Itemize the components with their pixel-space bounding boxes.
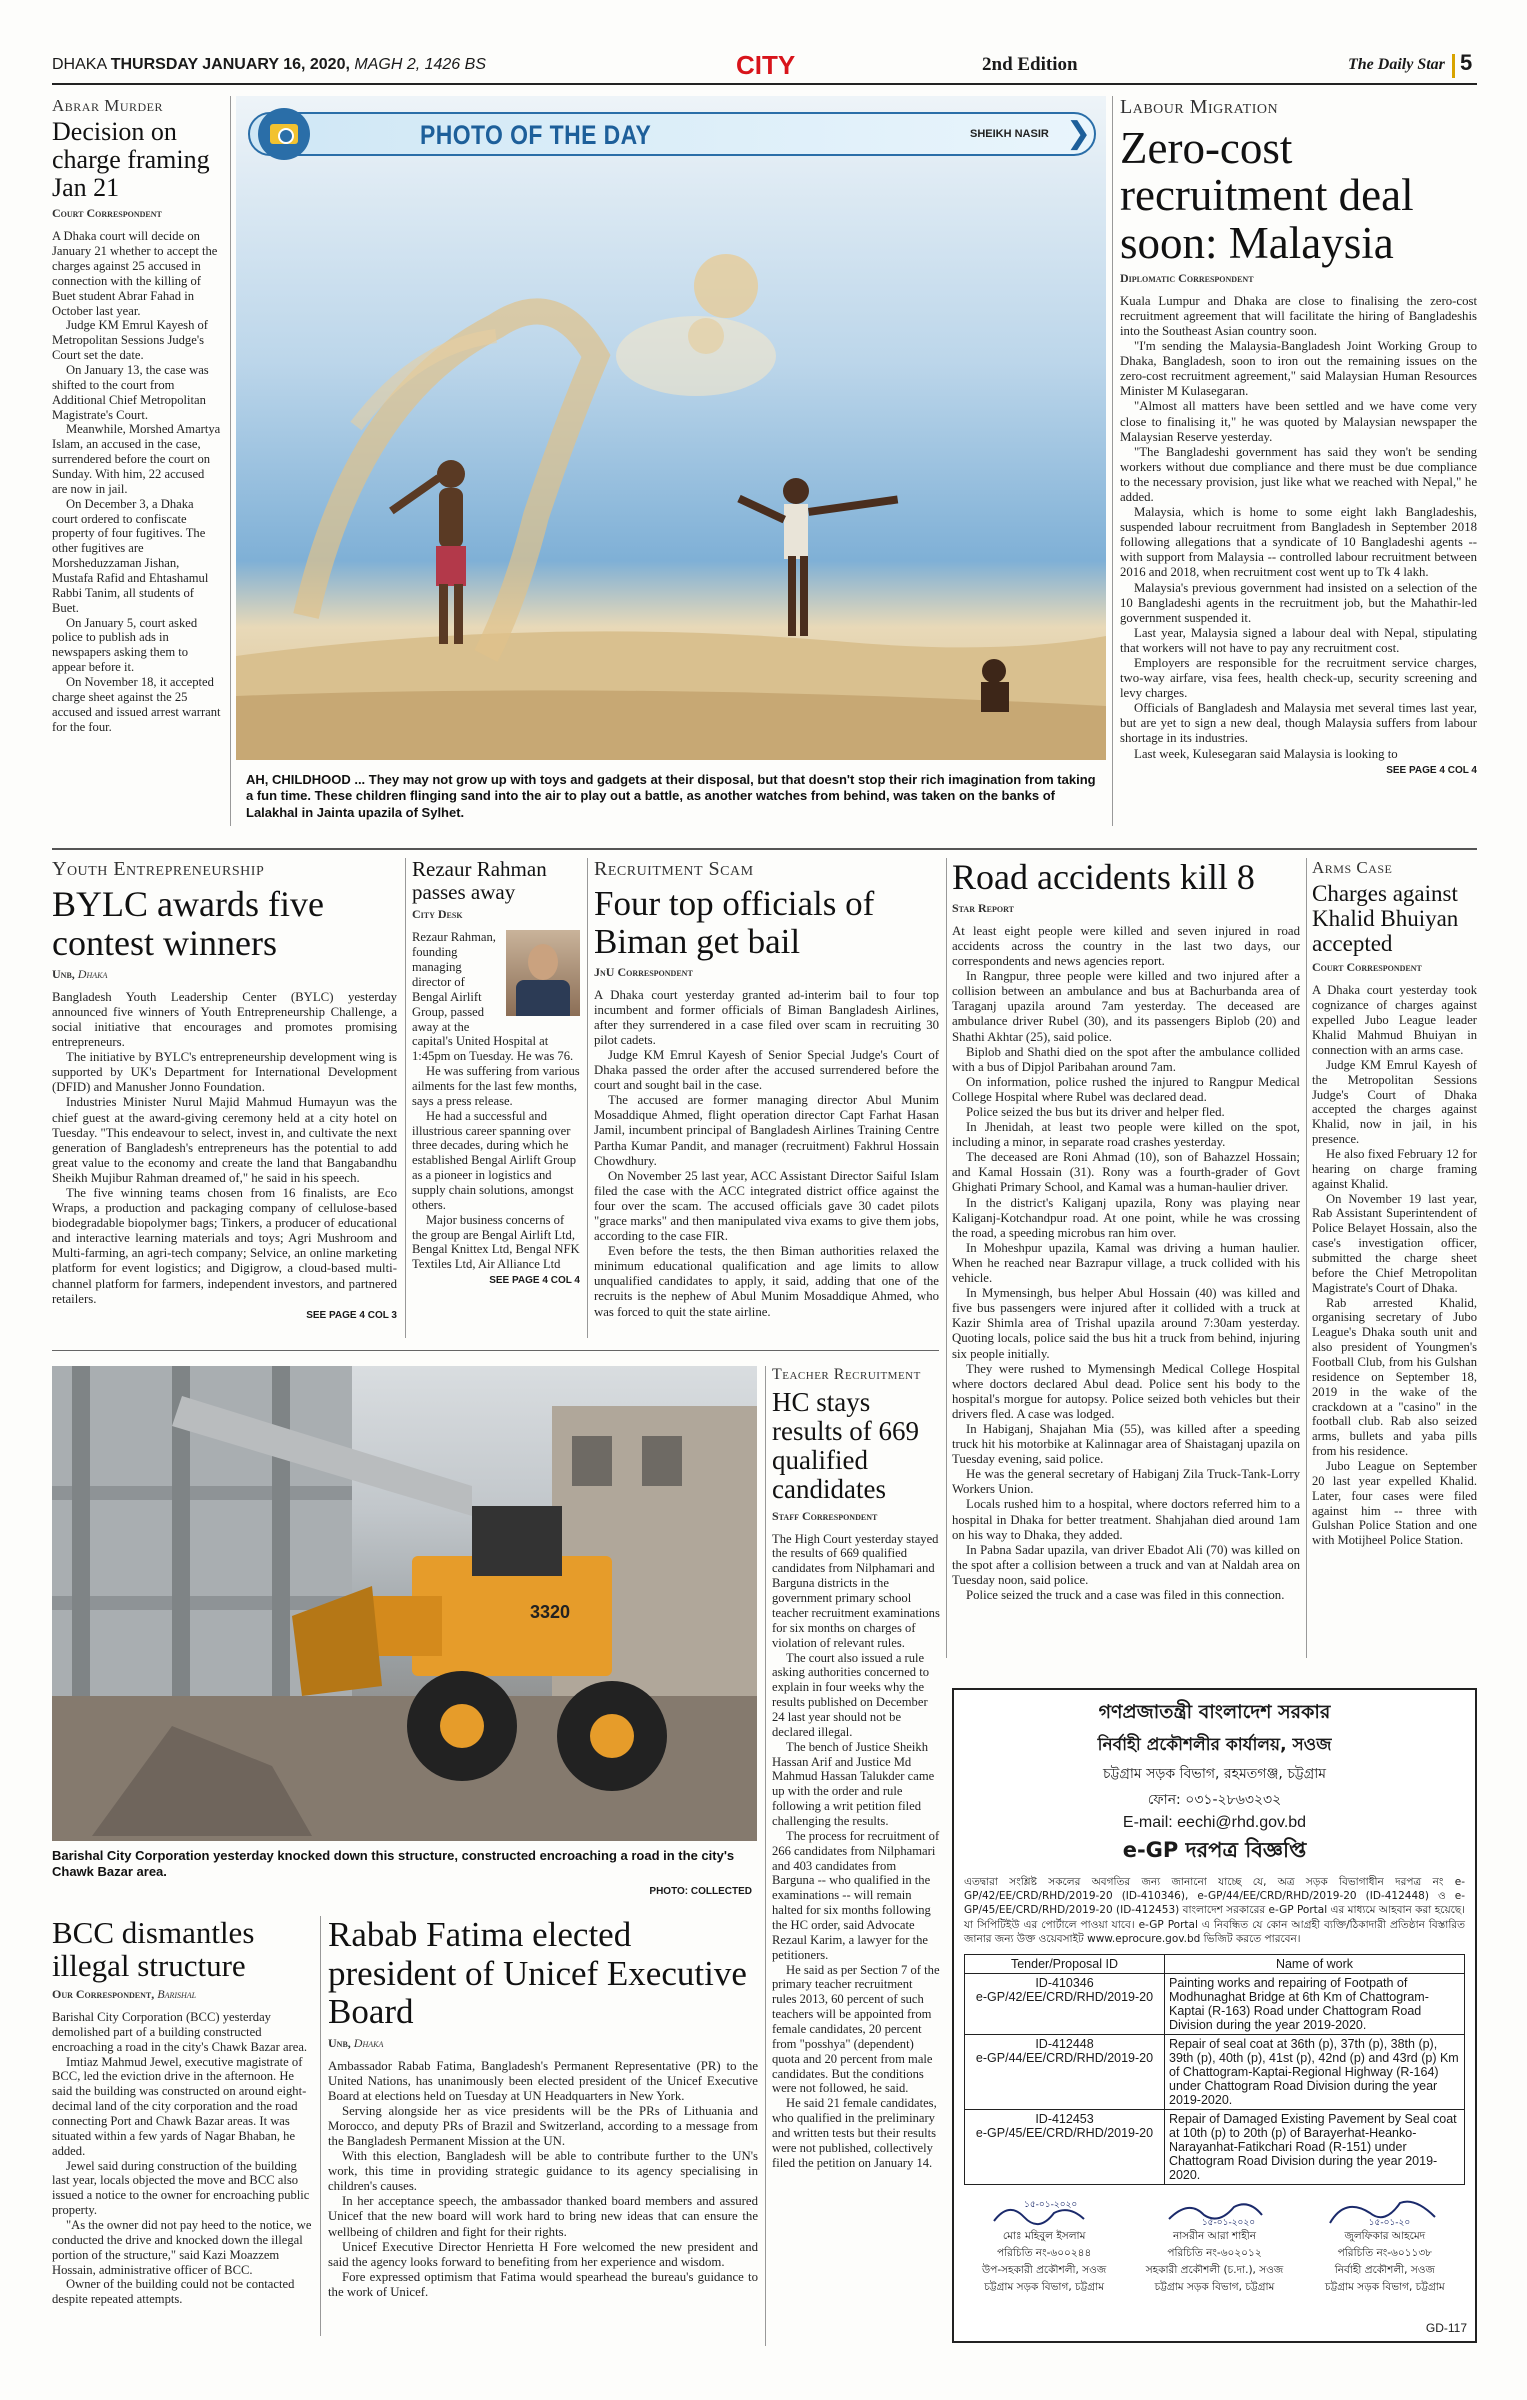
paragraph: Rab arrested Khalid, organising secretary of Jubo League's Dhaka south unit and also president of Youngmen's Football Club, from his Gulshan residence on September 18, 2019 in the wake of the crackdown at a "casino" in the football club. Rab also seized arms, bullets and yaba pills from his residence. <box>1312 1295 1477 1459</box>
byline: City Desk <box>412 907 463 922</box>
paragraph: Barishal City Corporation (BCC) yesterday demolished part of a building constructed encroaching a road in the city's Chawk Bazar area. <box>52 2009 308 2054</box>
paragraph: In Mymensingh, bus helper Abul Hossain (40) was killed and five bus passengers were injured after it collided with a truck at Kazir Shimla area of Trishal upazila around 7:30am yesterday. Quoting locals, police said the bus hit a truck from behind, injuring six people initially. <box>952 1286 1300 1361</box>
paragraph: Biplob and Shathi died on the spot after the ambulance collided with a bus of Dipjol Paribahan around 7am. <box>952 1044 1300 1074</box>
article-abrar <box>52 96 222 734</box>
headline: Road accidents kill 8 <box>952 857 1255 897</box>
column-rule <box>405 858 406 1338</box>
paragraph: Bangladesh Youth Leadership Center (BYLC) yesterday announced five winners of Youth Entrepreneurship Challenge, a social initiative that encourages and promotes promising entrepreneurs. <box>52 989 397 1050</box>
signatory-place: চট্টগ্রাম সড়ক বিভাগ, চট্টগ্রাম <box>1324 2280 1445 2293</box>
tender-table <box>964 1954 1465 2185</box>
section-label: CITY <box>736 50 796 80</box>
paragraph: Last week, Kulesegaran said Malaysia is looking to <box>1134 746 1398 761</box>
signature-row <box>964 2195 1465 2297</box>
column-rule <box>230 96 231 826</box>
paragraph: In Moheshpur upazila, Kamal was driving a human haulier. When he reached near Bazrapur village, a truck collided with his vehicle. <box>952 1240 1300 1286</box>
paragraph: In Jhenidah, at least two people were killed on the spot, including a minor, in separate road crashes yesterday. <box>952 1120 1300 1150</box>
jump-line: SEE PAGE 4 COL 4 <box>1386 764 1477 776</box>
dateline: DHAKA THURSDAY JANUARY 16, 2020, MAGH 2, 1426 BS <box>52 56 486 73</box>
paragraph: Kuala Lumpur and Dhaka are close to finalising the zero-cost recruitment agreement that will facilitate the hiring of Bangladeshis into the Southeast Asian country soon. <box>1120 293 1477 338</box>
article-hc <box>772 1366 940 2171</box>
article-bylc <box>52 858 397 1321</box>
byline: Our Correspondent, Barishal <box>52 1986 197 2001</box>
paragraph: In her acceptance speech, the ambassador thanked board members and assured Unicef that the new board will work hard to bring new ideas that can ensure the wellbeing of children and fight for their rights. <box>328 2194 758 2239</box>
gov-title: গণপ্রজাতন্ত্রী বাংলাদেশ সরকার <box>1098 1701 1331 1723</box>
article-body <box>52 229 222 734</box>
signatory-name: জুলফিকার আহমেদ <box>1344 2229 1426 2242</box>
kicker: Teacher Recruitment <box>772 1366 921 1383</box>
paragraph: He said as per Section 7 of the primary teacher recruitment rules 2013, 60 percent of such teachers will be appointed from female candidates, 20 percent from "posshya" (dependent) quota and 20 percent from male candidates. But the conditions were not followed, he said. <box>772 1962 940 2096</box>
paragraph: Imtiaz Mahmud Jewel, executive magistrate of BCC, led the eviction drive in the afternoon. He said the building was constructed on around eight-decimal land of the city corporation and the road connecting Port and Chawk Bazar areas. It was situated within a few yards of Nagar Bhaban, he added. <box>52 2054 307 2158</box>
paragraph: Last year, Malaysia signed a labour deal with Nepal, stipulating that workers will not have to pay any recruitment cost. <box>1120 625 1477 655</box>
headline: Rabab Fatima elected president of Unicef Executive Board <box>328 1915 747 2031</box>
masthead <box>52 50 1477 84</box>
article-body <box>52 2010 314 2307</box>
paragraph: The bench of Justice Sheikh Hassan Arif and Justice Md Mahmud Hassan Talukder came up with the order and rule following a writ petition filed challenging the results. <box>772 1739 935 1828</box>
column-rule <box>765 1366 766 2346</box>
kicker: Youth Entrepreneurship <box>52 858 265 880</box>
tender-ref: e-GP/44/EE/CRD/RHD/2019-20 <box>975 2050 1154 2065</box>
signatory-place: চট্টগ্রাম সড়ক বিভাগ, চট্টগ্রাম <box>984 2280 1105 2293</box>
article-body <box>1120 294 1477 762</box>
column-rule <box>320 1916 321 2336</box>
kicker: Arms Case <box>1312 858 1393 877</box>
table-row <box>965 2034 1465 2109</box>
headline: Zero-cost recruitment deal soon: Malaysia <box>1120 123 1414 268</box>
tender-id-cell <box>965 2034 1165 2109</box>
paragraph: The process for recruitment of 266 candidates from Nilphamari and 403 candidates from Barguna -- who qualified in the examinations -- will remain halted for six months following the HC order, said Advocate Rezaul Karim, a lawyer for the petitioners. <box>772 1828 940 1962</box>
column-rule <box>1306 858 1307 1658</box>
section-rule <box>52 848 1477 850</box>
folio-divider <box>1452 54 1455 78</box>
paragraph: Malaysia, which is home to some eight lakh Bangladeshis, suspended labour recruitment from Bangladesh in September 2018 following allegations that a syndicate of 10 Bangladeshi agents -- with support from Malaysia -- controlled labour recruitment between 2016 and 2018, when recruitment cost went up to Tk 4 lakh. <box>1120 505 1477 580</box>
headline: Decision on charge framing Jan 21 <box>52 117 210 203</box>
paragraph: Rezaur Rahman, founding managing director of Bengal Airlift Group, passed away at the capital's United Hospital at 1:45pm on Tuesday. He was 76. <box>412 930 574 1064</box>
signature-mark <box>1305 2195 1465 2229</box>
office-name: নির্বাহী প্রকৌশলীর কার্যালয়, সওজ <box>1097 1735 1332 1755</box>
paragraph: Serving alongside her as vice presidents will be the PRs of Lithuania and Morocco, and deputy PRs of Brazil and Switzerland, according to a message from the Bangladesh Permanent Mission at the UN. <box>328 2103 758 2148</box>
article-body <box>594 988 939 1320</box>
paragraph: Ambassador Rabab Fatima, Bangladesh's Permanent Representative (PR) to the United Nations, has unanimously been elected president of the Unicef Executive Board at elections held on Tuesday at UN Headquarters in New York. <box>328 2058 758 2103</box>
article-road-accidents <box>952 858 1300 1603</box>
paragraph: On November 18, it accepted charge sheet against the 25 accused and issued arrest warrant for the four. <box>52 675 221 734</box>
paragraph: They were rushed to Mymensingh Medical College Hospital where doctors declared Abul dead. Police sent his body to the hospital's morgue for autopsy. Police seized both vehicles but their drivers fled. A case was lodged. <box>952 1361 1300 1421</box>
paragraph: Malaysia's previous government had insisted on a selection of the 10 Bangladeshi agents in the recruitment job, but the Mahathir-led government suspended it. <box>1120 580 1477 625</box>
headline: BYLC awards five contest winners <box>52 884 324 963</box>
portrait-photo <box>506 930 580 1016</box>
photo-of-the-day <box>236 96 1106 836</box>
kicker: Abrar Murder <box>52 96 163 115</box>
paragraph: "I'm sending the Malaysia-Bangladesh Joint Working Group to Dhaka, Bangladesh, soon to iron out the remaining issues on the zero-cost recruitment agreement," said Malaysian Human Resources Minister M Kulasegaran. <box>1120 339 1477 399</box>
signature-mark <box>964 2195 1124 2229</box>
paragraph: Major business concerns of the group are Bengal Airlift Ltd, Bengal Knittex Ltd, Bengal NFK Textiles Ltd, Air Alliance Ltd <box>412 1212 580 1272</box>
paragraph: In the district's Kaliganj upazila, Rony was playing near Kaliganj-Kotchandpur road. At one point, while he was crossing the road, a speeding microbus ran him over. <box>952 1195 1300 1240</box>
signatory-title: সহকারী প্রকৌশলী (চ.দা.), সওজ <box>1145 2263 1284 2276</box>
barishal-photo-block <box>52 1366 757 1906</box>
column-rule <box>946 858 947 1658</box>
tender-ref: e-GP/45/EE/CRD/RHD/2019-20 <box>975 2125 1154 2140</box>
paragraph: Fore expressed optimism that Fatima would spearhead the bureau's guidance to the work of Unicef. <box>328 2269 758 2299</box>
signatory <box>964 2195 1124 2297</box>
camera-icon <box>258 108 310 160</box>
paragraph: "As the owner did not pay heed to the notice, we conducted the drive and knocked down the illegal portion of the structure," said Kazi Moazzem Hossain, administrative officer of BCC. <box>52 2217 312 2277</box>
notice-intro: এতদ্বারা সংশ্লিষ্ট সকলের অবগতির জন্য জানানো যাচ্ছে যে, অত্র সড়ক বিভাগাধীন দরপত্র নং e-GP/42/EE/CRD/RHD/2019-20 (ID-410346), e-GP/44/EE/CRD/RHD/2019-20 (ID-412448) ও e-GP/45/EE/CRD/RHD/2019-20 (ID-412453) বাংলাদেশ সরকারের e-GP Portal এর মাধ্যমে আহবান করা হয়েছে। যা সিপিটিইউ এর পোর্টালে পাওয়া যাবে। e-GP Portal এ নিবন্ধিত যে কোন আগ্রহী ব্যক্তি/ঠিকাদারী প্রতিষ্ঠান বিস্তারিত জানার জন্য উক্ত ওয়েবসাইট www.eprocure.gov.bd ভিজিট করতে পারবেন। <box>964 1876 1465 1945</box>
paragraph: Jewel said during construction of the building last year, locals objected the move and BCC also issued a notice to the owner for encroaching public property. <box>52 2158 310 2218</box>
signature-date: ১৫-০১-২০২০ <box>1201 2217 1256 2228</box>
paper-logo: The Daily Star <box>1348 56 1445 73</box>
headline: HC stays results of 669 qualified candidates <box>772 1387 919 1505</box>
signatory-title: নির্বাহী প্রকৌশলী, সওজ <box>1334 2263 1435 2276</box>
paragraph: Police seized the bus but its driver and helper fled. <box>966 1105 1225 1119</box>
masthead-rule <box>52 83 1477 85</box>
paragraph: Industries Minister Nurul Majid Mahmud Humayun was the chief guest at the award-giving ceremony held at a city hotel on Tuesday. "This endeavour to select, invest in, and cultivate the next generation of Bangladesh's entrepreneurs has the potential to add great value to the economy and create the land that Bangabandhu Sheikh Mujibur Rahman dreamed of," he said in his speech. <box>52 1095 397 1185</box>
signatory <box>1305 2195 1465 2297</box>
paragraph: The court also issued a rule asking authorities concerned to explain in four weeks why the results published on December 24 last year should not be declared illegal. <box>772 1650 930 1739</box>
paragraph: Police seized the truck and a case was filed in this connection. <box>966 1588 1285 1602</box>
sand-play-photo <box>236 96 1106 760</box>
demolition-photo <box>52 1366 757 1841</box>
paragraph: On December 3, a Dhaka court ordered to confiscate property of four fugitives. The other fugitives are Morsheduzzaman Jishan, Mustafa Rafid and Ehtashamul Rabbi Tanim, all students of Buet. <box>52 496 209 615</box>
page-number: 5 <box>1460 50 1473 75</box>
byline-place: Barishal <box>157 1986 197 2001</box>
paragraph: In Rangpur, three people were killed and two injured after a collision between an ambulance and bus at Bachurbanda area of Taraganj upazila around 7am yesterday. The deceased are ambulance driver Rubel (30), and its passengers Biplob (20) and Shathi Akhtar (25), said police. <box>952 969 1300 1044</box>
signature-mark <box>1132 2195 1297 2229</box>
table-row <box>965 1973 1465 2034</box>
article-body <box>1312 983 1477 1548</box>
signature-date: ১৫-০১-২০ <box>1368 2217 1411 2228</box>
paragraph: On November 19 last year, Rab Assistant Superintendent of Police Belayet Hossain, also the case's investigation officer, submitted the charge sheet before the Chief Metropolitan Magistrate's Court of Dhaka. <box>1312 1191 1477 1295</box>
vehicle-number: 3320 <box>530 1602 571 1622</box>
paragraph: "The Bangladeshi government has said they won't be sending workers without due compliance and there must be due compliance to the necessary provision, just like what we reached with Nepal," he added. <box>1120 444 1477 504</box>
article-body <box>328 2059 758 2301</box>
paragraph: A Dhaka court yesterday took cognizance of charges against expelled Jubo League leader Khalid Mahmud Bhuiyan in connection with an arms case. <box>1312 983 1477 1057</box>
jump-line: SEE PAGE 4 COL 3 <box>306 1309 397 1321</box>
paragraph: The accused are former managing director Abul Munim Mosaddique Ahmed, flight operation director Capt Farhat Hasan Jamil, incumbent principal of Bangladesh Airlines Training Centre Partha Kumar Pandit, and manager (recruitment) Fakhrul Hossain Chowdhury. <box>594 1093 939 1168</box>
photo-banner <box>248 112 1096 156</box>
paragraph: On November 25 last year, ACC Assistant Director Saiful Islam filed the case with the ACC integrated district office against the four over the scam. The accused officials gave 30 cadet pilots "grace marks" and then manipulated viva exams to give them jobs, according to the case FIR. <box>594 1168 939 1244</box>
paragraph: He also fixed February 12 for hearing on charge framing against Khalid. <box>1312 1146 1477 1191</box>
notice-title: e-GP দরপত্র বিজ্ঞপ্তি <box>1122 1838 1307 1862</box>
paragraph: Owner of the building could not be contacted despite repeated attempts. <box>52 2277 295 2307</box>
byline: Diplomatic Correspondent <box>1120 270 1254 285</box>
child-watching <box>981 659 1009 712</box>
byline-agency: Unb <box>328 2035 348 2050</box>
photo-caption: AH, CHILDHOOD ... They may not grow up with toys and gadgets at their disposal, but that doesn't stop their rich imagination from taking a fun time. These children flinging sand into the air to play out a battle, as another watches from behind, was taken on the banks of Lalakhal in Jainta upazila of Sylhet. <box>246 772 1096 820</box>
paragraph: In Pabna Sadar upazila, van driver Ebadot Ali (70) was killed on the spot after a collision between a truck and van at Naldah area on Tuesday noon, said police. <box>952 1542 1300 1587</box>
headline: Rezaur Rahman passes away <box>412 857 547 904</box>
paragraph: He said 21 female candidates, who qualified in the preliminary and written tests but their results were not published, collectively filed the petition on January 14. <box>772 2096 937 2170</box>
paragraph: A Dhaka court will decide on January 21 whether to accept the charges against 25 accused in connection with the killing of Buet student Abrar Fahad in October last year. <box>52 229 218 318</box>
paragraph: Judge KM Emrul Kayesh of the Metropolitan Sessions Judge's Court of Dhaka accepted the charges against Khalid, now in jail, in his presence. <box>1312 1057 1477 1147</box>
chevron-right-icon: ❯ <box>1066 116 1092 151</box>
signatory-id: পরিচিতি নং-৬০০২৪৪ <box>997 2246 1092 2259</box>
tender-ref: e-GP/42/EE/CRD/RHD/2019-20 <box>975 1989 1154 2004</box>
paragraph: With this election, Bangladesh will be able to contribute further to the UN's work, this time in providing strategic guidance to its agency specialising in children's causes. <box>328 2149 758 2194</box>
article-body <box>952 924 1300 1603</box>
tender-id: ID-412453 <box>1035 2111 1094 2126</box>
byline: Court Correspondent <box>1312 960 1422 975</box>
signatory-title: উপ-সহকারী প্রকৌশলী, সওজ <box>982 2263 1107 2276</box>
division-name: চট্টগ্রাম সড়ক বিভাগ, রহমতগঞ্জ, চট্টগ্রাম <box>1102 1766 1327 1782</box>
child-right <box>737 478 898 636</box>
byline: Court Correspondent <box>52 206 162 221</box>
photo-credit: PHOTO: COLLECTED <box>649 1886 752 1897</box>
paragraph: Employers are responsible for the recruitment service charges, two-way airfare, visa fees, health check-up, security screening and levy charges. <box>1120 656 1477 701</box>
tender-id-cell <box>965 1973 1165 2034</box>
signatory-name: নাসরীন আরা শাহীন <box>1172 2229 1257 2242</box>
column-header: Tender/Proposal ID <box>965 1954 1165 1973</box>
paragraph: Jubo League on September 20 last year expelled Khalid. Later, four cases were filed against him -- three with Gulshan Police Station and one with Motijheel Police Station. <box>1312 1458 1477 1548</box>
paragraph: Judge KM Emrul Kayesh of Senior Special Judge's Court of Dhaka passed the order after the accused surrendered before the court and sought bail in the case. <box>594 1047 939 1093</box>
paragraph: On January 13, the case was shifted to the court from Additional Chief Metropolitan Magistrate's Court. <box>52 362 209 422</box>
byline: Star Report <box>952 900 1014 915</box>
headline: Charges against Khalid Bhuiyan accepted <box>1312 881 1459 956</box>
column-header: Name of work <box>1165 1954 1465 1973</box>
photo-illustration <box>52 1366 757 1841</box>
paragraph: A Dhaka court yesterday granted ad-interim bail to four top incumbent and former officials of Biman Bangladesh Airlines, after they surrendered in a case filed over scam in recruiting 30 pilot cadets. <box>594 987 939 1047</box>
byline-agency: Unb <box>52 966 72 981</box>
article-labour <box>1120 96 1477 776</box>
signatory-id: পরিচিতি নং-৬০২০১২ <box>1167 2246 1262 2259</box>
kicker: Labour Migration <box>1120 96 1279 118</box>
paragraph: "Almost all matters have been settled and we have come very close to finalising it," he was quoted by Malaysian newspaper the Malaysian Reserve yesterday. <box>1120 399 1477 444</box>
child-left <box>389 460 466 644</box>
tender-advertisement <box>952 1688 1477 2343</box>
email-address: E-mail: eechi@rhd.gov.bd <box>1122 1814 1307 1831</box>
banner-title: PHOTO OF THE DAY <box>420 120 652 150</box>
paragraph: Locals rushed him to a hospital, where doctors referred him to a hospital in Dhaka for better treatment. Shahjahan died around 1am on his way to Dhaka, they added. <box>952 1497 1300 1542</box>
table-row <box>965 2109 1465 2184</box>
edition-label: 2nd Edition <box>982 54 1078 75</box>
article-body <box>772 1532 940 2171</box>
article-rezaur <box>412 858 580 1286</box>
paragraph: The five winning teams chosen from 16 finalists, are Eco Wraps, a production and packaging company of cellulose-based biodegradable biopolymer bags; Tinkers, a producer of educational and interactive learning materials and toys; Agri Mushroom and Multi-farming, an agri-tech company; Selvice, an online marketing platform for event logistics; and Digigrow, a cloud-based multi-channel platform for farmers, independent investors, and partnered retailers. <box>52 1185 397 1306</box>
paragraph: On information, police rushed the injured to Rangpur Medical College Hospital where Rubel was declared dead. <box>952 1074 1300 1104</box>
paragraph: In Habiganj, Shajahan Mia (55), was killed after a speeding truck hit his motorbike at Kalinnagar area of Shaistaganj upazila on Tuesday evening, said police. <box>952 1421 1300 1467</box>
paragraph: He was suffering from various ailments for the last few months, says a press release. <box>412 1064 580 1108</box>
signature-date: ১৫-০১-২০২০ <box>1024 2199 1078 2210</box>
phone-number: ফোন: ০৩১-২৮৬৩২৩২ <box>1147 1792 1282 1808</box>
photo-credit: SHEIKH NASIR <box>970 128 1049 140</box>
tender-id-cell <box>965 2109 1165 2184</box>
paragraph: Unicef Executive Director Henrietta H Fore welcomed the new president and said the agency looks forward to benefiting from her experience and wisdom. <box>328 2239 758 2269</box>
tender-id: ID-410346 <box>1035 1975 1094 1990</box>
headline: Four top officials of Biman get bail <box>594 884 875 961</box>
jump-line: SEE PAGE 4 COL 4 <box>489 1275 580 1287</box>
byline: Unb, Dhaka <box>328 2035 384 2050</box>
article-khalid <box>1312 858 1477 1548</box>
byline: JnU Correspondent <box>594 964 693 979</box>
paragraph: The deceased are Roni Ahmad (10), son of Bahazzel Hossain; and Kamal Hossain (31). Rony was a fourth-grader of Govt Ghighati Primary School, and Kamal was a human-haulier driver. <box>952 1150 1300 1195</box>
work-cell: Repair of seal coat at 36th (p), 37th (p), 38th (p), 39th (p), 40th (p), 41st (p), 42nd (p) and 43rd (p) Km of Chattogram-Kaptai-Regional Highway (R-164) under Chattogram Road Division during the year 2019-2020. <box>1165 2034 1465 2109</box>
headline: BCC dismantles illegal structure <box>52 1915 255 1984</box>
paragraph: Even before the tests, the then Biman authorities relaxed the minimum educational qualification and age limits to allow unqualified candidates to apply, it said, adding that one of the recruits is the nephew of Abul Munim Mosaddique Ahmed, who was forced to quit the state airline. <box>594 1244 939 1319</box>
paragraph: On January 5, court asked police to publish ads in newspapers asking them to appear before it. <box>52 615 198 675</box>
paragraph: At least eight people were killed and seven injured in road accidents across the country in the last two days, our correspondents and news agencies report. <box>952 923 1300 969</box>
byline-place: Dhaka <box>77 966 108 981</box>
byline: Staff Correspondent <box>772 1508 878 1523</box>
paragraph: The initiative by BYLC's entrepreneurship development wing is supported by UK's Department for International Development (DFID) and Manusher Jonno Foundation. <box>52 1050 397 1095</box>
signatory-name: মোঃ মহিবুল ইসলাম <box>1002 2229 1086 2242</box>
signatory <box>1132 2195 1297 2297</box>
table-header-row <box>965 1954 1465 1973</box>
article-body <box>52 990 397 1307</box>
paragraph: Officials of Bangladesh and Malaysia met several times last year, but are yet to sign a new deal, though Malaysia suffers from labour shortage in its industries. <box>1120 701 1477 746</box>
column-rule <box>587 858 588 1338</box>
kicker: Recruitment Scam <box>594 858 754 880</box>
work-cell: Repair of Damaged Existing Pavement by Seal coat at 10th (p) to 20th (p) of Barayerhat-Heanko-Narayanhat-Fatikchari Road (R-151) under Chattogram Road Division during the year 2019-2020. <box>1165 2109 1465 2184</box>
paragraph: Meanwhile, Morshed Amartya Islam, an accused in the case, surrendered before the court on Sunday. With him, 22 accused are now in jail. <box>52 422 221 496</box>
photo-illustration <box>236 96 1106 760</box>
tender-id: ID-412448 <box>1035 2036 1094 2051</box>
paragraph: Judge KM Emrul Kayesh of Metropolitan Sessions Judge's Court set the date. <box>52 318 209 363</box>
article-rabab <box>328 1916 758 2300</box>
section-rule <box>52 1350 939 1351</box>
byline-agency: Our Correspondent <box>52 1986 152 2001</box>
article-biman <box>594 858 939 1320</box>
paragraph: The High Court yesterday stayed the results of 669 qualified candidates from Nilphamari and Barguna districts in the government primary school teacher recruitment examinations for six months on charges of violation of relevant rules. <box>772 1531 940 1650</box>
signatory-place: চট্টগ্রাম সড়ক বিভাগ, চট্টগ্রাম <box>1154 2280 1275 2293</box>
paragraph: He had a successful and illustrious career spanning over three decades, during which he established Bengal Airlift Group as a pioneer in logistics and supply chain solutions, amongst others. <box>412 1108 577 1212</box>
signatory-id: পরিচিতি নং-৬০১১৩৮ <box>1337 2246 1432 2259</box>
ad-code: GD-117 <box>1425 2321 1467 2335</box>
byline: Unb, Dhaka <box>52 966 108 981</box>
column-rule <box>1112 96 1113 826</box>
work-cell: Painting works and repairing of Footpath of Modhunaghat Bridge at 6th Km of Chattogram-Kaptai (R-163) Road under Chattogram Road Division during the year 2019-2020. <box>1165 1973 1465 2034</box>
paragraph: He was the general secretary of Habiganj Zila Truck-Tank-Lorry Workers Union. <box>952 1467 1300 1497</box>
article-bcc <box>52 1916 314 2307</box>
byline-place: Dhaka <box>353 2035 384 2050</box>
photo-caption: Barishal City Corporation yesterday knocked down this structure, constructed encroaching a road in the city's Chawk Bazar area. <box>52 1848 735 1880</box>
